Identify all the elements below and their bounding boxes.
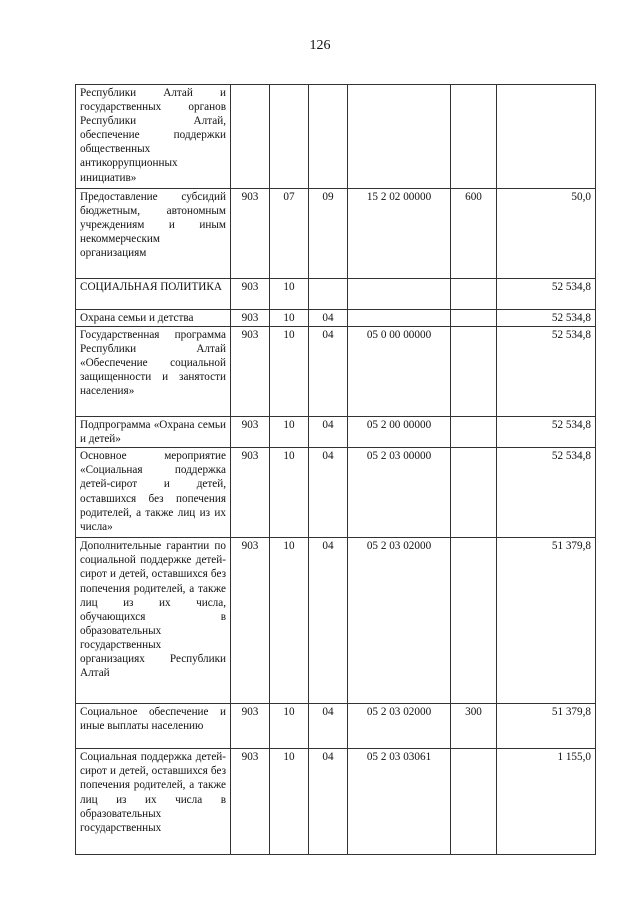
page-number: 126 (309, 38, 331, 53)
cell-expense-type-code (451, 327, 497, 417)
cell-ministry-code: 903 (231, 538, 270, 704)
cell-name: Подпрограмма «Охрана семьи и детей» (76, 417, 231, 448)
cell-name: Охрана семьи и детства (76, 310, 231, 327)
cell-amount: 50,0 (497, 189, 596, 279)
cell-expense-type-code (451, 310, 497, 327)
table-row (76, 417, 596, 448)
cell-ministry-code: 903 (231, 310, 270, 327)
cell-expense-type-code (451, 749, 497, 855)
cell-expense-type-code (451, 538, 497, 704)
cell-name: Социальное обеспечение и иные выплаты населению (76, 704, 231, 749)
cell-target-item-code (348, 279, 451, 310)
cell-section-code: 10 (270, 704, 309, 749)
cell-section-code: 07 (270, 189, 309, 279)
cell-name: Дополнительные гарантии по социальной поддержке детей-сирот и детей, оставшихся без попечения родителей, а также лиц из их числа, обучающихся в образовательных государственных организациях Республики Алтай (76, 538, 231, 704)
cell-ministry-code: 903 (231, 279, 270, 310)
cell-section-code: 10 (270, 749, 309, 855)
cell-ministry-code: 903 (231, 704, 270, 749)
cell-target-item-code: 05 2 03 00000 (348, 448, 451, 538)
cell-ministry-code: 903 (231, 448, 270, 538)
cell-name: Государственная программа Республики Алтай «Обеспечение социальной защищенности и занятости населения» (76, 327, 231, 417)
cell-target-item-code (348, 85, 451, 189)
cell-expense-type-code (451, 279, 497, 310)
cell-section-code: 10 (270, 538, 309, 704)
cell-section-code: 10 (270, 448, 309, 538)
cell-expense-type-code (451, 448, 497, 538)
cell-target-item-code: 05 2 03 02000 (348, 538, 451, 704)
table-row (76, 327, 596, 417)
cell-amount: 52 534,8 (497, 417, 596, 448)
cell-target-item-code: 15 2 02 00000 (348, 189, 451, 279)
cell-name: Предоставление субсидий бюджетным, автономным учреждениям и иным некоммерческим организациям (76, 189, 231, 279)
table-row (76, 704, 596, 749)
cell-expense-type-code (451, 417, 497, 448)
cell-target-item-code: 05 2 03 03061 (348, 749, 451, 855)
table-row (76, 749, 596, 855)
cell-section-code: 10 (270, 279, 309, 310)
cell-name: Основное мероприятие «Социальная поддержка детей-сирот и детей, оставшихся без попечения родителей, а также лиц из их числа» (76, 448, 231, 538)
cell-subsection-code: 04 (309, 417, 348, 448)
cell-section-code (270, 85, 309, 189)
cell-subsection-code: 04 (309, 310, 348, 327)
cell-subsection-code: 09 (309, 189, 348, 279)
cell-ministry-code: 903 (231, 749, 270, 855)
budget-table-body (76, 85, 596, 855)
table-row (76, 310, 596, 327)
cell-amount: 52 534,8 (497, 310, 596, 327)
budget-table (75, 84, 596, 855)
cell-amount: 51 379,8 (497, 704, 596, 749)
cell-section-code: 10 (270, 417, 309, 448)
table-row (76, 85, 596, 189)
cell-target-item-code (348, 310, 451, 327)
cell-ministry-code: 903 (231, 189, 270, 279)
cell-subsection-code: 04 (309, 538, 348, 704)
cell-subsection-code: 04 (309, 704, 348, 749)
cell-expense-type-code: 300 (451, 704, 497, 749)
cell-amount: 52 534,8 (497, 279, 596, 310)
cell-amount (497, 85, 596, 189)
cell-subsection-code: 04 (309, 749, 348, 855)
cell-subsection-code: 04 (309, 327, 348, 417)
cell-expense-type-code (451, 85, 497, 189)
cell-target-item-code: 05 2 03 02000 (348, 704, 451, 749)
cell-target-item-code: 05 2 00 00000 (348, 417, 451, 448)
cell-amount: 1 155,0 (497, 749, 596, 855)
cell-subsection-code (309, 279, 348, 310)
cell-amount: 52 534,8 (497, 448, 596, 538)
cell-ministry-code (231, 85, 270, 189)
cell-name: Республики Алтай и государственных органов Республики Алтай, обеспечение поддержки общественных антикоррупционных инициатив» (76, 85, 231, 189)
cell-amount: 52 534,8 (497, 327, 596, 417)
cell-amount: 51 379,8 (497, 538, 596, 704)
cell-name: Социальная поддержка детей-сирот и детей, оставшихся без попечения родителей, а также лиц из их числа в образовательных государственных (76, 749, 231, 855)
table-row (76, 279, 596, 310)
cell-name: СОЦИАЛЬНАЯ ПОЛИТИКА (76, 279, 231, 310)
table-row (76, 448, 596, 538)
cell-target-item-code: 05 0 00 00000 (348, 327, 451, 417)
table-row (76, 538, 596, 704)
cell-subsection-code (309, 85, 348, 189)
cell-section-code: 10 (270, 327, 309, 417)
cell-ministry-code: 903 (231, 417, 270, 448)
cell-expense-type-code: 600 (451, 189, 497, 279)
cell-subsection-code: 04 (309, 448, 348, 538)
table-row (76, 189, 596, 279)
cell-ministry-code: 903 (231, 327, 270, 417)
cell-section-code: 10 (270, 310, 309, 327)
